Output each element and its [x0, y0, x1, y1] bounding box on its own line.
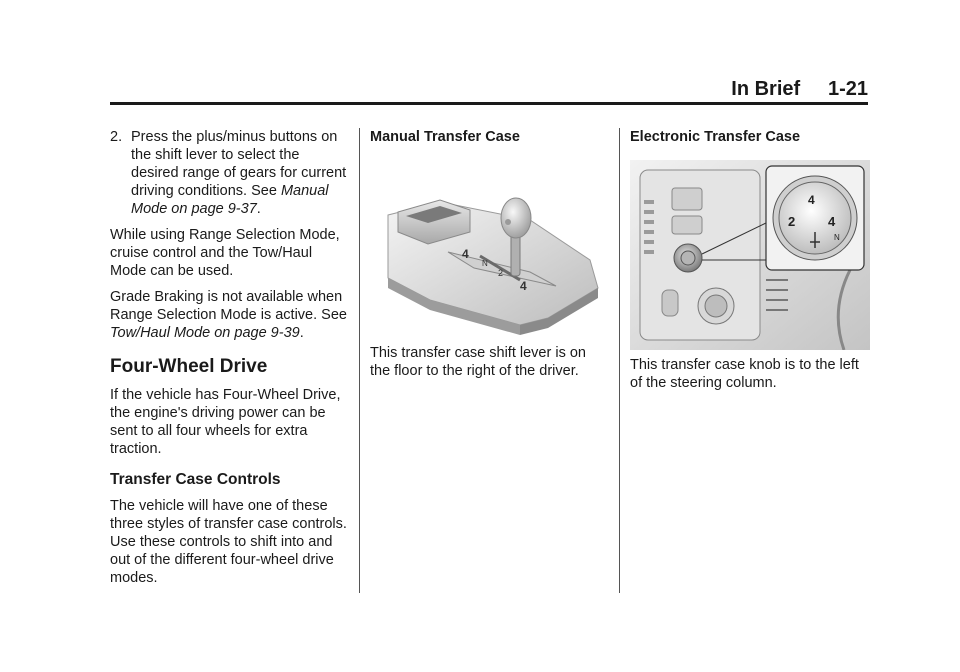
figure-caption: This transfer case knob is to the left of the steering column. — [630, 357, 859, 391]
column-right — [630, 128, 870, 400]
manual-transfer-case-illustration — [370, 160, 610, 338]
knob-label-2high: 2 — [788, 214, 796, 229]
section-heading: Four-Wheel Drive — [110, 356, 268, 377]
paragraph-text: Grade Braking is not available when Range Selection Mode is active. See — [110, 289, 347, 323]
list-item-2 — [110, 128, 350, 218]
gate-label: 4 — [520, 279, 527, 293]
subsection-heading: Transfer Case Controls — [110, 471, 281, 488]
column-divider-1 — [359, 128, 360, 593]
page-header-title — [731, 78, 868, 101]
gate-label: N — [482, 259, 488, 268]
punctuation: . — [256, 201, 261, 217]
column-middle — [370, 128, 610, 388]
paragraph: If the vehicle has Four-Wheel Drive, the engine's driving power can be sent to all four wheels for extra traction. — [110, 387, 341, 457]
cross-reference-link[interactable]: Manual Mode on page 9-37 — [131, 183, 329, 217]
knob-label-auto: 4 — [808, 193, 815, 207]
paragraph: While using Range Selection Mode, cruise control and the Tow/Haul Mode can be used. — [110, 227, 340, 279]
electronic-transfer-case-illustration — [630, 160, 870, 350]
cross-reference-link[interactable]: Tow/Haul Mode on page 9-39 — [110, 325, 300, 341]
figure-title: Manual Transfer Case — [370, 129, 520, 145]
column-divider-2 — [619, 128, 620, 593]
list-number: 2. — [110, 129, 123, 145]
page-number: 1-21 — [827, 78, 868, 100]
knob-label-neutral: N — [834, 233, 840, 242]
paragraph — [110, 288, 350, 342]
list-item-text: Press the plus/minus buttons on the shift lever to select the desired range of gears for current driving conditions. See — [131, 129, 347, 199]
gate-label: 4 — [462, 247, 469, 261]
gate-label: 2 — [498, 268, 504, 278]
knob-label-4high: 4 — [828, 214, 836, 229]
paragraph: The vehicle will have one of these three styles of transfer case controls. Use these controls to shift into and out of the different four-wheel drive modes. — [110, 498, 347, 586]
figure-title: Electronic Transfer Case — [630, 129, 801, 145]
punctuation: . — [299, 325, 304, 341]
column-left — [110, 128, 350, 595]
section-title: In Brief — [731, 78, 801, 100]
header-rule — [110, 102, 868, 105]
figure-caption: This transfer case shift lever is on the floor to the right of the driver. — [370, 345, 586, 379]
